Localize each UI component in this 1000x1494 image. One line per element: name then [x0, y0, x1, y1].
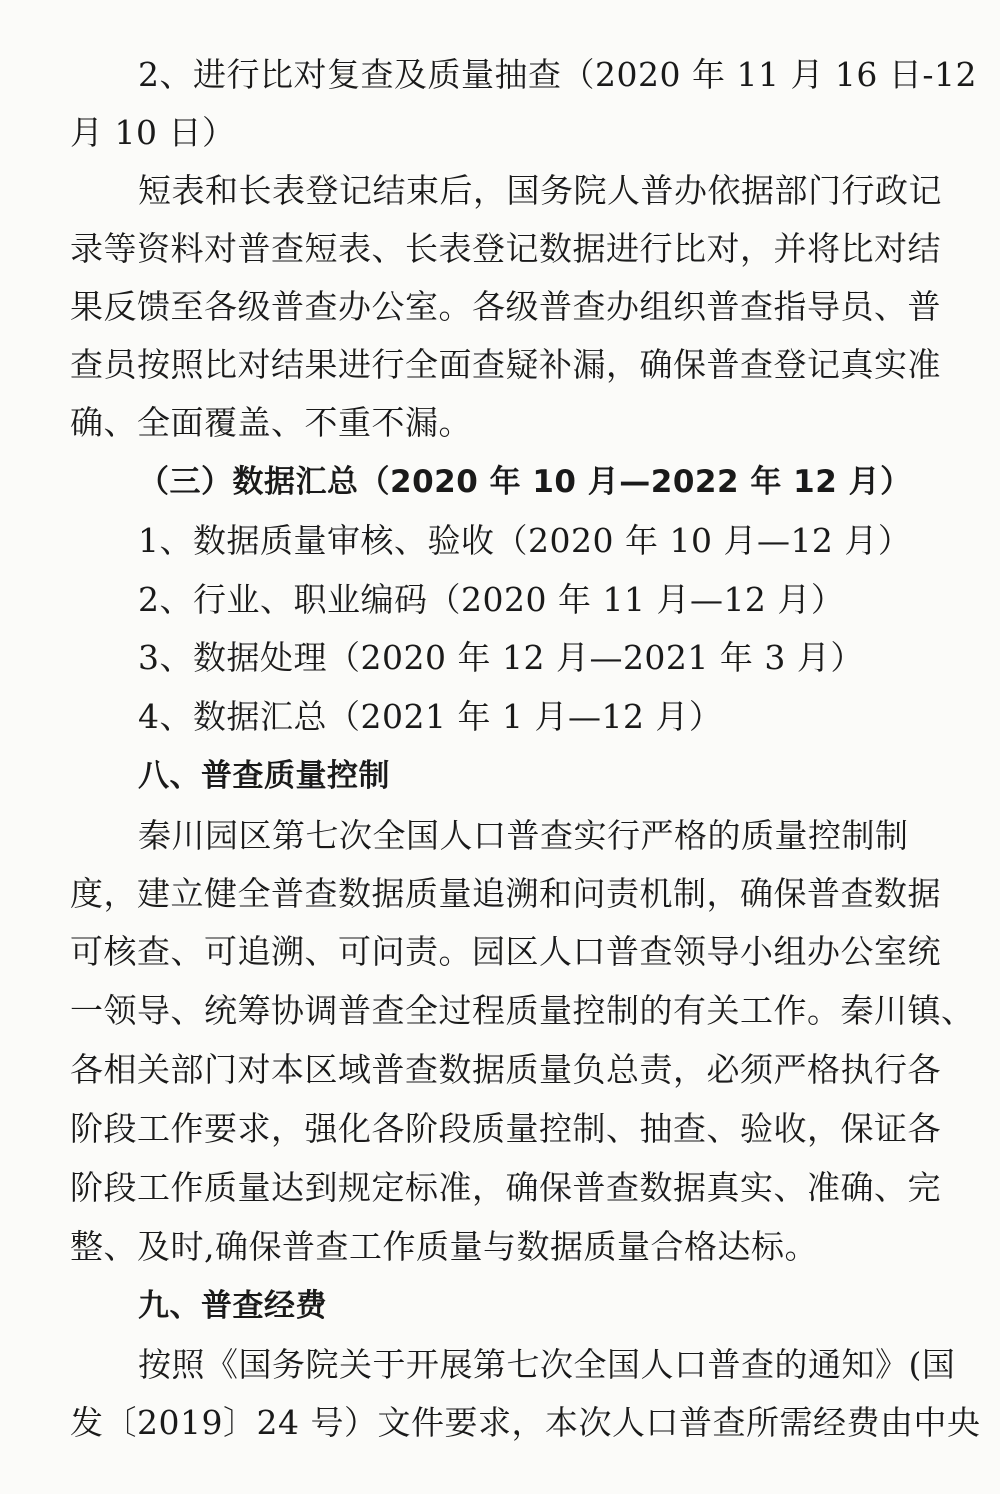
- list-item: 3、数据处理（2020 年 12 月—2021 年 3 月）: [138, 638, 864, 677]
- list-item: 4、数据汇总（2021 年 1 月—12 月）: [138, 697, 723, 736]
- paragraph-line: 各相关部门对本区域普查数据质量负总责，必须严格执行各: [70, 1050, 941, 1089]
- paragraph-line: 按照《国务院关于开展第七次全国人口普查的通知》(国: [138, 1345, 956, 1384]
- paragraph-line: 短表和长表登记结束后，国务院人普办依据部门行政记: [138, 171, 942, 210]
- paragraph-line: 度，建立健全普查数据质量追溯和问责机制，确保普查数据: [70, 874, 941, 913]
- list-item: 1、数据质量审核、验收（2020 年 10 月—12 月）: [138, 521, 912, 560]
- list-item: 2、行业、职业编码（2020 年 11 月—12 月）: [138, 580, 845, 619]
- paragraph-line: 查员按照比对结果进行全面查疑补漏，确保普查登记真实准: [70, 345, 941, 384]
- paragraph-line: 一领导、统筹协调普查全过程质量控制的有关工作。秦川镇、: [70, 991, 975, 1030]
- paragraph-line: 阶段工作质量达到规定标准，确保普查数据真实、准确、完: [70, 1168, 941, 1207]
- paragraph-line: 录等资料对普查短表、长表登记数据进行比对，并将比对结: [70, 229, 941, 268]
- list-item: 月 10 日）: [70, 113, 236, 152]
- paragraph-line: 果反馈至各级普查办公室。各级普查办组织普查指导员、普: [70, 287, 941, 326]
- section-heading: （三）数据汇总（2020 年 10 月—2022 年 12 月）: [138, 464, 912, 500]
- section-heading: 八、普查质量控制: [138, 758, 390, 794]
- paragraph-line: 阶段工作要求，强化各阶段质量控制、抽查、验收，保证各: [70, 1109, 941, 1148]
- paragraph-line: 确、全面覆盖、不重不漏。: [70, 403, 472, 442]
- paragraph-line: 整、及时,确保普查工作质量与数据质量合格达标。: [70, 1227, 818, 1266]
- paragraph-line: 秦川园区第七次全国人口普查实行严格的质量控制制: [138, 816, 909, 855]
- paragraph-line: 发〔2019〕24 号）文件要求，本次人口普查所需经费由中央: [70, 1403, 981, 1442]
- section-heading: 九、普查经费: [138, 1288, 327, 1324]
- paragraph-line: 可核查、可追溯、可问责。园区人口普查领导小组办公室统: [70, 932, 941, 971]
- list-item: 2、进行比对复查及质量抽查（2020 年 11 月 16 日-12: [138, 55, 978, 94]
